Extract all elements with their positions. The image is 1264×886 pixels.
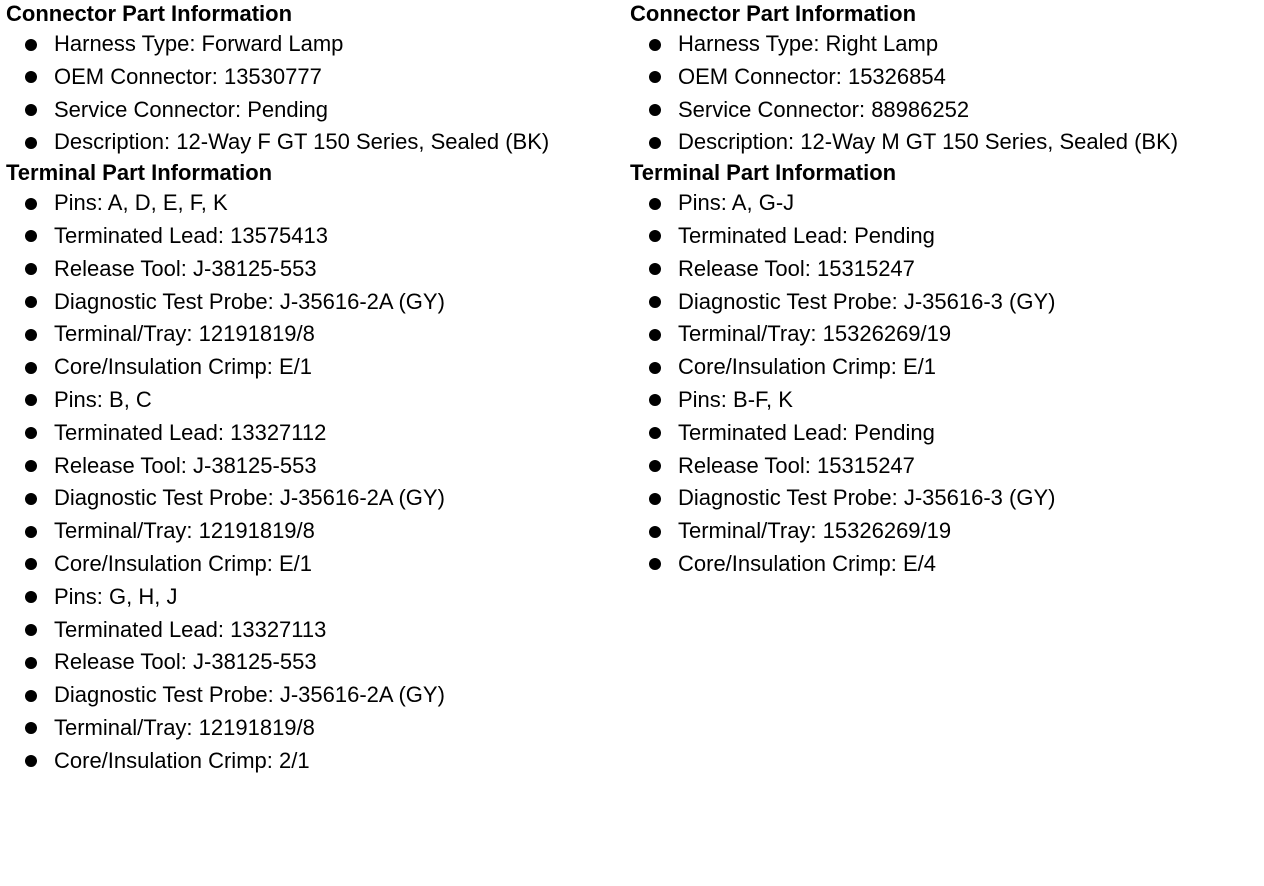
right-column <box>630 0 1260 581</box>
list-item <box>6 384 624 417</box>
bullet-icon <box>649 493 661 505</box>
bullet-icon <box>25 755 37 767</box>
list-item-text: Core/Insulation Crimp: E/1 <box>678 354 936 380</box>
bullet-icon <box>649 71 661 83</box>
list-item <box>630 384 1260 417</box>
list-item-text: Diagnostic Test Probe: J-35616-2A (GY) <box>54 288 445 314</box>
list-item-text: Terminated Lead: 13327112 <box>54 419 327 445</box>
bullet-icon <box>25 460 37 472</box>
list-item <box>630 417 1260 450</box>
list-item-text: Terminated Lead: Pending <box>678 222 935 248</box>
bullet-icon <box>25 329 37 341</box>
list-item <box>6 482 624 515</box>
bullet-icon <box>25 558 37 570</box>
bullet-icon <box>25 296 37 308</box>
list-item <box>630 220 1260 253</box>
bullet-icon <box>649 362 661 374</box>
connector-info-list <box>6 28 624 159</box>
bullet-icon <box>649 526 661 538</box>
list-item <box>630 351 1260 384</box>
list-item <box>630 318 1260 351</box>
list-item <box>6 28 624 61</box>
list-item-text: Terminated Lead: Pending <box>678 419 935 445</box>
list-item-text: Diagnostic Test Probe: J-35616-2A (GY) <box>54 485 445 511</box>
list-item-text: Release Tool: J-38125-553 <box>54 649 317 675</box>
connector-part-info-heading: Connector Part Information <box>6 1 293 26</box>
list-item <box>6 318 624 351</box>
bullet-icon <box>649 104 661 116</box>
list-item <box>630 515 1260 548</box>
list-item <box>630 61 1260 94</box>
bullet-icon <box>25 39 37 51</box>
list-item <box>630 94 1260 127</box>
connector-info-list <box>630 28 1260 159</box>
bullet-icon <box>25 624 37 636</box>
list-item <box>630 187 1260 220</box>
terminal-group-list <box>6 581 624 778</box>
list-item <box>630 450 1260 483</box>
list-item-text: Pins: A, G-J <box>678 190 795 216</box>
bullet-icon <box>649 394 661 406</box>
bullet-icon <box>25 493 37 505</box>
list-item <box>6 548 624 581</box>
list-item-text: Terminal/Tray: 15326269/19 <box>678 518 952 544</box>
list-item <box>6 614 624 647</box>
terminal-group-list <box>6 384 624 581</box>
list-item-text: Terminal/Tray: 15326269/19 <box>678 321 952 347</box>
bullet-icon <box>649 230 661 242</box>
bullet-icon <box>25 526 37 538</box>
list-item <box>6 417 624 450</box>
list-item-text: OEM Connector: 15326854 <box>678 63 946 89</box>
list-item-text: Diagnostic Test Probe: J-35616-2A (GY) <box>54 682 445 708</box>
bullet-icon <box>25 690 37 702</box>
bullet-icon <box>649 296 661 308</box>
list-item-text: Pins: B, C <box>54 386 152 412</box>
list-item-text: Terminated Lead: 13327113 <box>54 616 327 642</box>
list-item <box>6 126 624 159</box>
bullet-icon <box>25 394 37 406</box>
bullet-icon <box>25 722 37 734</box>
list-item-text: Core/Insulation Crimp: E/1 <box>54 550 312 576</box>
bullet-icon <box>649 137 661 149</box>
list-item <box>6 61 624 94</box>
list-item-text: Service Connector: Pending <box>54 96 328 122</box>
list-item <box>6 351 624 384</box>
list-item-text: Core/Insulation Crimp: 2/1 <box>54 747 310 773</box>
list-item <box>6 712 624 745</box>
terminal-group-list <box>630 384 1260 581</box>
bullet-icon <box>25 362 37 374</box>
list-item <box>630 28 1260 61</box>
list-item <box>630 253 1260 286</box>
bullet-icon <box>25 198 37 210</box>
list-item <box>6 253 624 286</box>
list-item-text: OEM Connector: 13530777 <box>54 63 322 89</box>
list-item <box>6 679 624 712</box>
list-item-text: Diagnostic Test Probe: J-35616-3 (GY) <box>678 485 1056 511</box>
bullet-icon <box>25 591 37 603</box>
bullet-icon <box>649 329 661 341</box>
list-item <box>6 187 624 220</box>
list-item-text: Release Tool: J-38125-553 <box>54 255 317 281</box>
list-item <box>630 482 1260 515</box>
list-item-text: Release Tool: 15315247 <box>678 452 915 478</box>
left-column <box>6 0 624 778</box>
bullet-icon <box>25 137 37 149</box>
list-item <box>6 286 624 319</box>
bullet-icon <box>649 558 661 570</box>
terminal-group-list <box>630 187 1260 384</box>
list-item-text: Core/Insulation Crimp: E/4 <box>678 550 936 576</box>
list-item <box>630 548 1260 581</box>
list-item-text: Harness Type: Forward Lamp <box>54 31 344 56</box>
list-item <box>6 745 624 778</box>
connector-part-info-heading: Connector Part Information <box>630 1 917 26</box>
list-item <box>6 450 624 483</box>
list-item <box>6 581 624 614</box>
list-item-text: Release Tool: 15315247 <box>678 255 915 281</box>
list-item-text: Terminated Lead: 13575413 <box>54 222 328 248</box>
bullet-icon <box>25 71 37 83</box>
bullet-icon <box>25 427 37 439</box>
bullet-icon <box>25 657 37 669</box>
terminal-part-info-heading: Terminal Part Information <box>6 160 273 186</box>
list-item-text: Harness Type: Right Lamp <box>678 31 939 56</box>
list-item <box>6 94 624 127</box>
list-item <box>630 286 1260 319</box>
bullet-icon <box>649 39 661 51</box>
bullet-icon <box>25 263 37 275</box>
list-item-text: Pins: A, D, E, F, K <box>54 190 228 216</box>
bullet-icon <box>25 104 37 116</box>
list-item <box>6 515 624 548</box>
list-item-text: Release Tool: J-38125-553 <box>54 452 317 478</box>
bullet-icon <box>649 427 661 439</box>
list-item-text: Description: 12-Way M GT 150 Series, Sealed (BK) <box>678 129 1179 155</box>
bullet-icon <box>649 460 661 472</box>
list-item-text: Terminal/Tray: 12191819/8 <box>54 714 315 740</box>
list-item-text: Service Connector: 88986252 <box>678 96 970 122</box>
list-item-text: Diagnostic Test Probe: J-35616-3 (GY) <box>678 288 1056 314</box>
terminal-part-info-heading: Terminal Part Information <box>630 160 897 186</box>
bullet-icon <box>649 263 661 275</box>
list-item <box>6 646 624 679</box>
list-item-text: Description: 12-Way F GT 150 Series, Sealed (BK) <box>54 129 550 155</box>
list-item-text: Pins: G, H, J <box>54 583 178 609</box>
list-item-text: Terminal/Tray: 12191819/8 <box>54 518 315 544</box>
bullet-icon <box>649 198 661 210</box>
list-item-text: Terminal/Tray: 12191819/8 <box>54 321 315 347</box>
list-item-text: Core/Insulation Crimp: E/1 <box>54 354 312 380</box>
terminal-group-list <box>6 187 624 384</box>
list-item <box>6 220 624 253</box>
list-item <box>630 126 1260 159</box>
list-item-text: Pins: B-F, K <box>678 386 793 412</box>
bullet-icon <box>25 230 37 242</box>
